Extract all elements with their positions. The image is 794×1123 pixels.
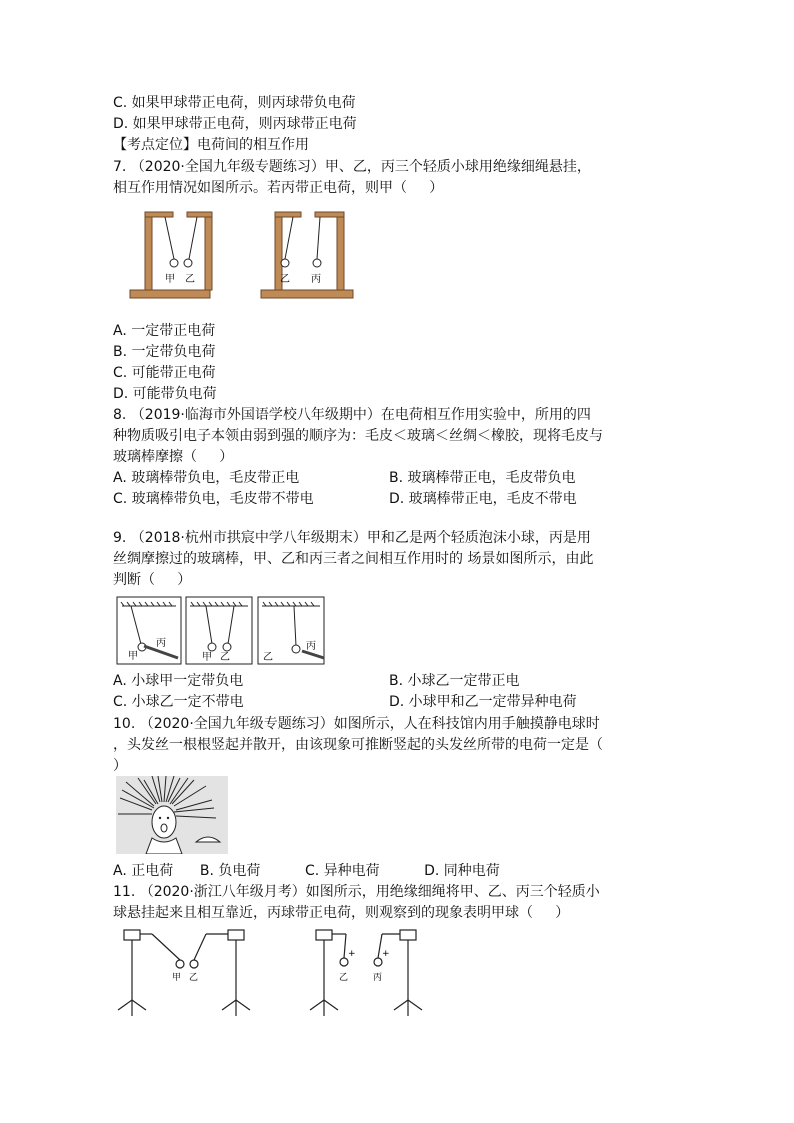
q9-figure (116, 596, 326, 666)
q10-stem-line2: ，头发丝一根根竖起并散开，由该现象可推断竖起的头发丝所带的电荷一定是（ (113, 737, 603, 753)
q9-p3-label-bing: 丙 (306, 641, 316, 652)
q9-option-b: B. 小球乙一定带正电 (389, 673, 520, 689)
q10-options: A. 正电荷 B. 负电荷 C. 异种电荷 D. 同种电荷 (113, 863, 500, 879)
q7-stem-line2: 相互作用情况如图所示。若丙带正电荷，则甲（ ） (113, 180, 444, 196)
q9-stem-line1: 9. （2018·杭州市拱宸中学八年级期末）甲和乙是两个轻质泡沫小球，丙是用 (113, 530, 591, 546)
q8-stem-line1: 8. （2019·临海市外国语学校八年级期中）在电荷相互作用实验中，所用的四 (113, 407, 591, 423)
q8-stem-line3: 玻璃棒摩擦（ ） (113, 449, 234, 465)
kaodian-label: 【考点定位】电荷间的相互作用 (113, 137, 309, 153)
q9-option-a: A. 小球甲一定带负电 (113, 673, 244, 689)
q9-stem-line2: 丝绸摩擦过的玻璃棒，甲、乙和丙三者之间相互作用时的 场景如图所示，由此 (113, 551, 594, 567)
q7-label-jia-1: 甲 (165, 274, 175, 285)
q10-static-ball-illustration (116, 776, 228, 854)
q7-option-b: B. 一定带负电荷 (113, 344, 216, 360)
q8-stem-line2: 种物质吸引电子本领由弱到强的顺序为：毛皮＜玻璃＜丝绸＜橡胶，现将毛皮与 (113, 428, 603, 444)
q7-label-yi-2: 乙 (280, 274, 290, 285)
q11-label-jia: 甲 (172, 973, 182, 983)
q7-figure (125, 210, 355, 302)
q9-option-d: D. 小球甲和乙一定带异种电荷 (389, 694, 577, 710)
q7-label-bing: 丙 (311, 274, 321, 285)
q9-p3-label-yi: 乙 (263, 652, 273, 663)
q6-option-c: C. 如果甲球带正电荷，则丙球带负电荷 (113, 95, 356, 111)
q9-stem-line3: 判断（ ） (113, 572, 192, 588)
q9-option-c: C. 小球乙一定不带电 (113, 694, 244, 710)
q11-stem-line1: 11. （2020·浙江八年级月考）如图所示，用绝缘细绳将甲、乙、丙三个轻质小 (113, 884, 600, 900)
q10-stem-line1: 10. （2020·全国九年级专题练习）如图所示，人在科技馆内用手触摸静电球时 (113, 716, 600, 732)
q7-option-d: D. 可能带负电荷 (113, 386, 217, 402)
q11-stem-line2: 球悬挂起来且相互靠近，丙球带正电荷，则观察到的现象表明甲球（ ） (113, 905, 570, 921)
q7-label-yi-1: 乙 (185, 274, 195, 285)
q11-label-yi-2: 乙 (339, 973, 349, 983)
q7-stem-line1: 7. （2020·全国九年级专题练习）甲、乙，丙三个轻质小球用绝缘细绳悬挂， (113, 159, 591, 175)
q8-option-a: A. 玻璃棒带负电，毛皮带正电 (113, 470, 300, 486)
q7-option-c: C. 可能带正电荷 (113, 365, 216, 381)
q9-p1-label-jia: 甲 (128, 651, 138, 662)
q8-option-b: B. 玻璃棒带正电，毛皮带负电 (389, 470, 576, 486)
q11-plus-1: + (348, 949, 356, 959)
q7-option-a: A. 一定带正电荷 (113, 323, 216, 339)
q8-option-c: C. 玻璃棒带负电，毛皮带不带电 (113, 491, 314, 507)
q11-label-yi-1: 乙 (189, 973, 199, 983)
q11-label-bing: 丙 (373, 973, 383, 983)
q9-p2-label-jia: 甲 (202, 652, 212, 663)
q11-figure (110, 922, 440, 1022)
q8-option-d: D. 玻璃棒带正电，毛皮不带电 (389, 491, 577, 507)
q10-stem-line3: ） (113, 758, 127, 774)
q6-option-d: D. 如果甲球带正电荷，则丙球带正电荷 (113, 116, 357, 132)
q11-plus-2: + (382, 949, 390, 959)
q9-p1-label-bing: 丙 (156, 638, 166, 649)
q9-p2-label-yi: 乙 (220, 652, 230, 663)
